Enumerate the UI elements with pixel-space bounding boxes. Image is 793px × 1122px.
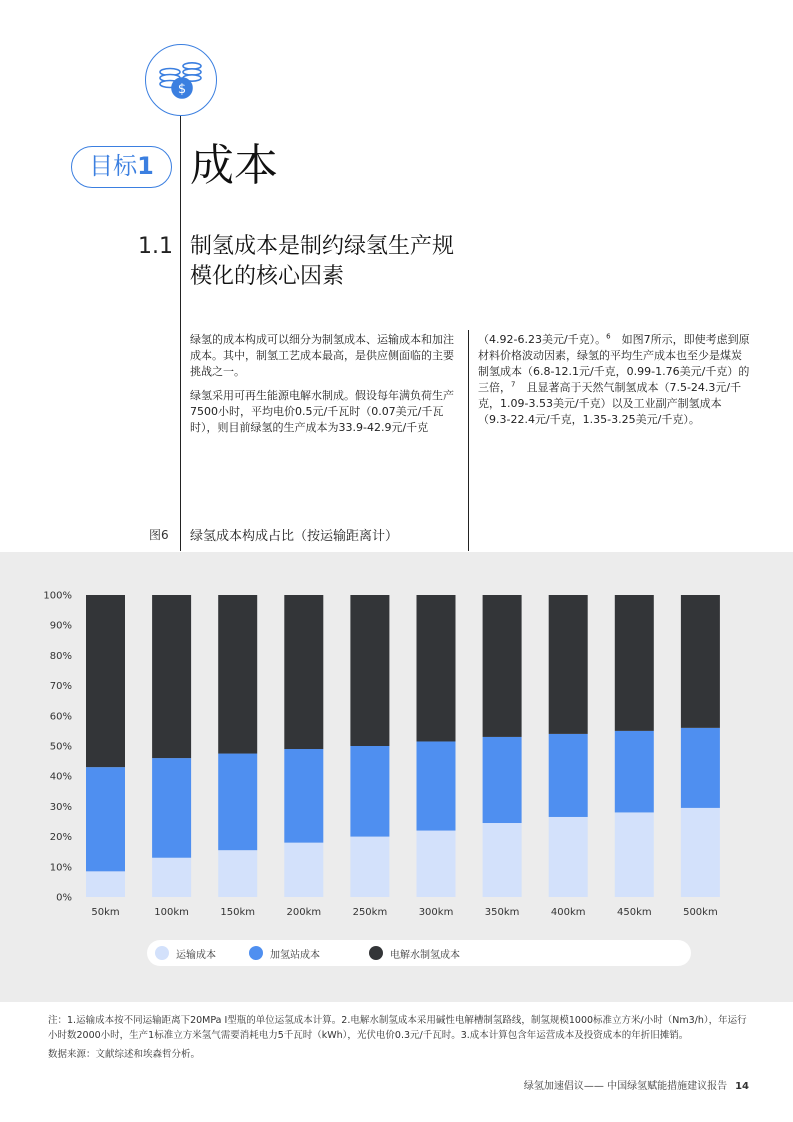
x-tick-label: 250km [352,907,388,918]
chart-note: 注：1.运输成本按不同运输距离下20MPa I型瓶的单位运氢成本计算。2.电解水制氢成本采用碱性电解槽制氢路线，制氢规模1000标准立方米/小时（Nm3/h），年运行小时数2000小时，生产1标准立方米氢气需要消耗电力5千瓦时（kWh），光伏电价0.3元/千瓦时。3.成本计算包含年运营成本及投资成本的年折旧摊销。 [48,1015,747,1041]
y-tick-label: 60% [49,711,72,723]
bar-segment-series-0 [549,817,588,897]
bar-segment-series-2 [549,595,588,734]
bar-segment-series-0 [218,850,257,897]
bar-segment-series-0 [350,837,389,897]
column-rule [468,330,469,551]
bar-segment-series-0 [483,823,522,897]
bar-segment-series-0 [681,808,720,897]
legend-swatch [249,946,263,960]
legend-item [369,940,460,966]
y-tick-label: 0% [56,892,72,904]
bar-segment-series-2 [615,595,654,731]
bar-segment-series-2 [350,595,389,746]
figure-title: 绿氢成本构成占比（按运输距离计） [190,529,399,544]
bar-segment-series-0 [86,871,125,897]
y-tick-label: 70% [49,681,72,693]
paragraph: 绿氢采用可再生能源电解水制成。假设每年满负荷生产7500小时，平均电价0.5元/千瓦时（0.07美元/千瓦时），则目前绿氢的生产成本为33.9-42.9元/千克 [190,389,454,434]
bar-segment-series-0 [615,812,654,897]
bar-segment-series-1 [350,746,389,837]
paragraph: 绿氢的成本构成可以细分为制氢成本、运输成本和加注成本。其中，制氢工艺成本最高，是供应侧面临的主要挑战之一。 [190,333,454,378]
data-source: 数据来源：文献综述和埃森哲分析。 [48,1049,201,1060]
goal-label: 目标 [89,152,138,180]
bar-segment-series-2 [218,595,257,754]
bar-segment-series-1 [681,728,720,808]
y-tick-label: 50% [49,741,72,753]
subsection-number: 1.1 [138,234,173,259]
legend-swatch [155,946,169,960]
x-tick-label: 450km [616,907,652,918]
goal-badge [71,146,172,188]
y-tick-label: 10% [49,862,72,874]
coins-dollar-icon [145,44,217,116]
section-title: 成本 [190,140,278,191]
svg-text:$: $ [177,82,187,97]
x-tick-label: 300km [418,907,454,918]
y-tick-label: 90% [49,620,72,632]
x-tick-label: 150km [220,907,256,918]
paragraph [478,332,750,428]
bar-segment-series-1 [483,737,522,823]
legend-item [249,940,320,966]
bar-segment-series-0 [417,831,456,897]
bar-segment-series-0 [284,843,323,897]
text-run: 如图7所示，即使考虑到原材料价格波动因素，绿氢的平均生产成本也至少是煤炭制氢成本（6.8-12.1元/千克，0.99-1.76美元/千克）的三倍， [478,333,750,394]
body-column-1 [190,332,462,444]
x-tick-label: 500km [683,907,718,918]
figure-number: 图6 [149,528,169,542]
x-tick-label: 100km [154,907,189,918]
bar-segment-series-2 [284,595,323,749]
bar-segment-series-2 [417,595,456,741]
text-run: （4.92-6.23美元/千克）。 [478,333,607,346]
legend-swatch [369,946,383,960]
bar-segment-series-2 [681,595,720,728]
page-number: 14 [735,1081,749,1092]
goal-number: 1 [137,152,154,180]
y-tick-label: 40% [49,771,72,783]
bar-segment-series-1 [615,731,654,813]
footnote-ref-6: 6 [606,332,611,341]
page-footer [524,1077,749,1092]
stacked-bar-chart [0,552,793,932]
legend-label: 运输成本 [176,949,216,961]
x-tick-label: 200km [286,907,322,918]
y-tick-label: 80% [49,650,72,662]
bar-segment-series-1 [284,749,323,843]
x-tick-label: 50km [91,907,120,918]
y-tick-label: 20% [49,832,72,844]
bar-segment-series-2 [86,595,125,767]
bar-segment-series-1 [417,741,456,830]
y-tick-label: 100% [43,590,72,602]
vertical-rule [180,116,181,551]
bar-segment-series-1 [218,754,257,851]
bar-segment-series-2 [483,595,522,737]
bar-segment-series-1 [86,767,125,871]
x-tick-label: 350km [484,907,520,918]
subsection-title: 制氢成本是制约绿氢生产规模化的核心因素 [190,234,455,289]
bar-segment-series-1 [549,734,588,817]
y-tick-label: 30% [49,801,72,813]
footnote-ref-7: 7 [511,380,516,389]
x-tick-label: 400km [550,907,586,918]
legend-label: 加氢站成本 [270,949,320,961]
text-run: 且显著高于天然气制氢成本（7.5-24.3元/千克，1.09-3.53美元/千克）以及工业副产制氢成本（9.3-22.4元/千克，1.35-3.25美元/千克）。 [478,381,742,426]
bar-segment-series-2 [152,595,191,758]
chart-panel [0,552,793,1002]
bar-segment-series-0 [152,858,191,897]
body-column-2 [478,332,750,436]
chart-legend [147,940,691,966]
report-name: 绿氢加速倡议—— 中国绿氢赋能措施建议报告 [523,1081,728,1092]
legend-label: 电解水制氢成本 [390,949,460,961]
legend-item [155,940,216,966]
bar-segment-series-1 [152,758,191,858]
